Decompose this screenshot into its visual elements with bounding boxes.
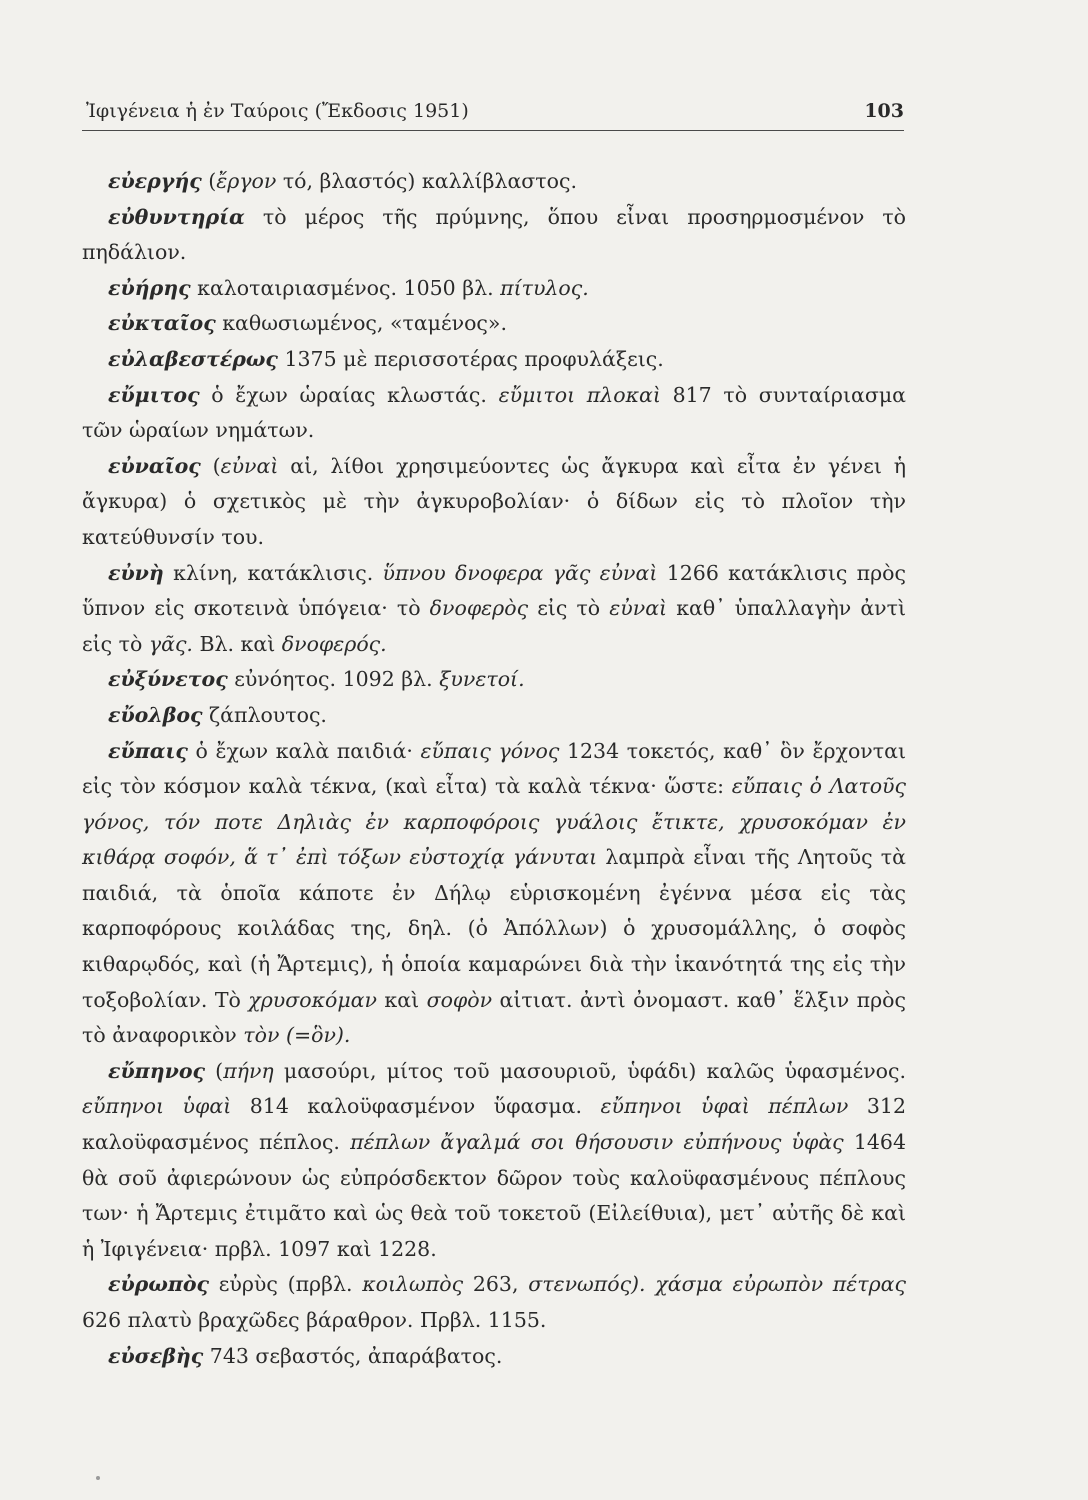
entry-text: Βλ. καὶ [192, 631, 282, 656]
glossary-entry [82, 378, 906, 449]
entry-text: ὁ ἔχων ὡραίας κλωστάς. [199, 382, 499, 407]
entry-text: 1375 μὲ περισσοτέρας προφυλάξεις. [277, 346, 664, 371]
entry-headword: εὐθυντηρία [108, 204, 245, 229]
entry-text: ( [201, 169, 217, 193]
entry-quotation: πέπλων ἄγαλμά σοι θήσουσιν εὐπήνους ὑφὰς [350, 1130, 844, 1155]
entry-text: αἱ, λίθοι χρησιμεύοντες ὡς ἄγκυρα καὶ εἶτα ἐν γένει ἡ ἄγκυρα) ὁ σχετικὸς μὲ τὴν ἀγκυροβολίαν· ὁ δίδων εἰς τὸ πλοῖον τὴν κατεύθυνσίν του. [82, 453, 906, 549]
entry-quotation: γᾶς. [148, 631, 193, 656]
glossary-entry [82, 662, 906, 698]
entry-text: μασούρι, μίτος τοῦ μασουριοῦ, ὑφάδι) καλῶς ὑφασμένος. [273, 1058, 906, 1083]
entry-text: αἰτιατ. ἀντὶ ὀνομαστ. καθ᾽ ἕλξιν πρὸς τὸ ἀναφορικὸν [82, 987, 906, 1048]
entry-quotation: δνοφερός. [281, 631, 387, 656]
entry-headword: εὔμιτος [108, 382, 200, 407]
glossary-entry [82, 1267, 906, 1338]
page-number: 103 [864, 100, 904, 122]
entry-text: ( [204, 1058, 224, 1083]
entry-quotation: δνοφερὸς [429, 596, 529, 621]
entry-quotation: εὔπηνοι ὑφαὶ πέπλων [600, 1094, 849, 1119]
entry-quotation: στενωπός). [528, 1272, 646, 1297]
glossary-entry [82, 1339, 906, 1375]
entry-quotation: εὔπαις ὁ Λατοῦς γόνος, τόν ποτε Δηλιὰς ἐν καρποφόροις γυάλοις ἔτικτε, χρυσοκόμαν ἐν κιθάρᾳ σοφόν, ἅ τ᾽ ἐπὶ τόξων εὐστοχίᾳ γάνυται [82, 774, 906, 870]
entry-text: 814 καλοϋφασμένον ὕφασμα. [231, 1094, 601, 1119]
entry-quotation: εὐναὶ [220, 453, 279, 478]
entry-headword: εὔπηνος [108, 1058, 205, 1083]
entry-text: ζάπλουτος. [202, 702, 327, 727]
entry-quotation: ξυνετοί. [439, 667, 525, 692]
entry-text: ( [200, 453, 221, 478]
running-head-title: Ἰφιγένεια ἡ ἐν Ταύροις (Ἔκδοσις 1951) [86, 100, 469, 122]
entry-headword: εὐξύνετος [108, 667, 228, 692]
entry-headword: εὐήρης [108, 275, 191, 300]
entry-quotation: πήνη [223, 1058, 274, 1083]
entry-text: 312 καλοϋφασμένος πέπλος. [82, 1094, 906, 1155]
entry-quotation: εὐναὶ [609, 596, 668, 621]
entry-text: τὸ μέρος τῆς πρύμνης, ὅπου εἶναι προσηρμοσμένον τὸ πηδάλιον. [82, 204, 906, 265]
entry-quotation: χάσμα εὐρωπὸν πέτρας [655, 1272, 906, 1297]
entry-quotation: κοιλωπὸς [362, 1272, 464, 1297]
entry-text: 263, [463, 1272, 529, 1297]
entry-text [646, 1272, 656, 1296]
entry-quotation: χρυσοκόμαν [248, 987, 377, 1012]
entry-text: 817 τὸ συνταίριασμα τῶν ὡραίων νημάτων. [82, 382, 906, 443]
entry-headword: εὐσεβὴς [108, 1343, 204, 1368]
entry-text: καλοταιριασμένος. 1050 βλ. [190, 275, 501, 300]
glossary-entry [82, 200, 906, 271]
entry-text: 626 πλατὺ βραχῶδες βάραθρον. Πρβλ. 1155. [82, 1308, 547, 1332]
entry-quotation: τὸν (=ὃν). [243, 1023, 351, 1048]
glossary-body [82, 164, 906, 1374]
entry-text: 1464 θὰ σοῦ ἀφιερώνουν ὡς εὐπρόσδεκτον δῶρον τοὺς καλοϋφασμένους πέπλους των· ἡ Ἄρτεμις ἐτιμᾶτο καὶ ὡς θεὰ τοῦ τοκετοῦ (Εἰλείθυια), μετ᾽ αὐτῆς δὲ καὶ ἡ Ἰφιγένεια· πρβλ. 1097 καὶ 1228. [82, 1130, 907, 1261]
entry-quotation: εὔπαις γόνος [420, 738, 560, 763]
glossary-entry [82, 556, 906, 663]
entry-text: εὐρὺς (πρβλ. [209, 1272, 363, 1297]
entry-headword: εὐναῖος [108, 453, 201, 478]
entry-text: 1266 κατάκλισις πρὸς ὕπνον εἰς σκοτεινὰ ὑπόγεια· τὸ [82, 560, 907, 621]
entry-text: 1234 τοκετός, καθ᾽ ὃν ἔρχονται εἰς τὸν κόσμον καλὰ τέκνα, (καὶ εἶτα) τὰ καλὰ τέκνα· ὥστε: [82, 738, 906, 799]
running-head [82, 96, 904, 131]
entry-text: καθωσιωμένος, «ταμένος». [215, 311, 507, 336]
entry-text: εἰς τὸ [528, 596, 610, 621]
entry-text: καθ᾽ ὑπαλλαγὴν ἀντὶ εἰς τὸ [82, 596, 907, 656]
entry-quotation: εὔπηνοι ὑφαὶ [82, 1094, 232, 1119]
glossary-entry [82, 1054, 906, 1268]
glossary-entry [82, 306, 906, 342]
glossary-entry [82, 698, 906, 734]
entry-headword: εὐκταῖος [108, 311, 216, 336]
entry-quotation: σοφὸν [426, 987, 493, 1012]
entry-headword: εὐνὴ [108, 560, 164, 585]
glossary-entry [82, 734, 906, 1054]
glossary-entry [82, 271, 906, 307]
entry-text: εὐνόητος. 1092 βλ. [227, 667, 440, 692]
entry-headword: εὔπαις [108, 738, 188, 763]
entry-text: 743 σεβαστός, ἀπαράβατος. [203, 1343, 503, 1368]
speck [96, 1476, 100, 1480]
glossary-entry [82, 164, 906, 200]
entry-text: τό, βλαστός) καλλίβλαστος. [276, 169, 577, 193]
entry-headword: εὐλαβεστέρως [108, 346, 278, 371]
entry-text: λαμπρὰ εἶναι τῆς Λητοῦς τὰ παιδιά, τὰ ὁποῖα κάποτε ἐν Δήλῳ εὑρισκομένη ἐγέννα μέσα εἰς τὰς καρποφόρους κοιλάδας της, δηλ. (ὁ Ἀπόλλων) ὁ χρυσομάλλης, ὁ σοφὸς κιθαρῳδός, καὶ (ἡ Ἄρτεμις), ἡ ὁποία καμαρώνει διὰ τὴν ἱκανότητά της εἰς τὴν τοξοβολίαν. Τὸ [82, 845, 906, 1012]
glossary-entry [82, 342, 906, 378]
entry-text: ὁ ἔχων καλὰ παιδιά· [187, 738, 421, 763]
entry-headword: εὔολβος [108, 702, 203, 727]
entry-headword: εὐεργής [108, 169, 202, 193]
entry-headword: εὐρωπὸς [108, 1272, 209, 1297]
entry-text: καὶ [376, 987, 427, 1012]
entry-quotation: πίτυλος. [500, 275, 589, 300]
entry-quotation: ἔργον [216, 169, 277, 193]
entry-text: κλίνη, κατάκλισις. [163, 560, 383, 585]
entry-quotation: εὔμιτοι πλοκαὶ [498, 382, 661, 407]
entry-quotation: ὕπνου δνοφερα γᾶς εὐναὶ [382, 560, 658, 585]
glossary-entry [82, 449, 906, 556]
